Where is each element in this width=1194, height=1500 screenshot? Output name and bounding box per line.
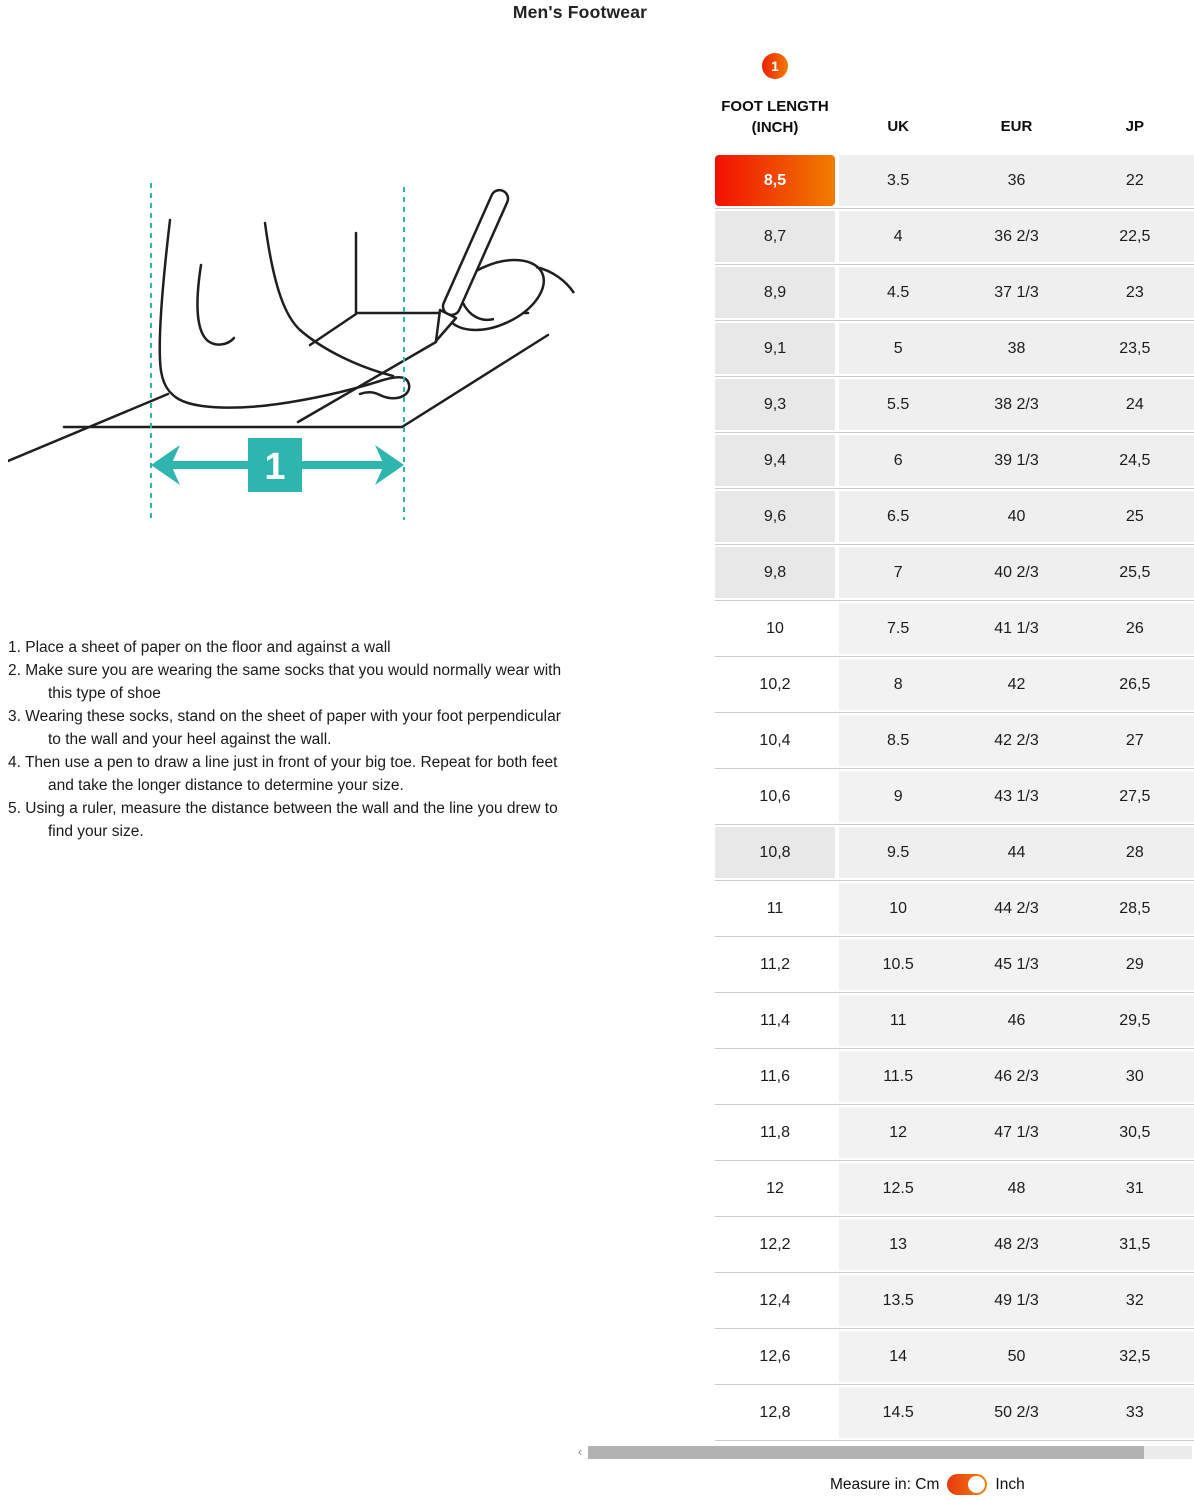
table-row[interactable] [715,1331,1194,1382]
row-separator [715,318,1194,323]
cell-units [839,1107,1194,1158]
row-separator [715,1438,1194,1443]
cell-foot-length[interactable]: 11 [715,883,835,934]
row-separator [715,486,1194,491]
table-row[interactable] [715,827,1194,878]
foot-length-line1: FOOT LENGTH [721,98,829,115]
row-separator [715,1326,1194,1331]
cell-eur: 48 [1007,1179,1026,1197]
cell-eur: 49 1/3 [994,1291,1039,1309]
cell-jp: 24,5 [1119,451,1151,469]
row-separator [715,654,1194,659]
instruction-text: Using a ruler, measure the distance between the wall and the line you drew to find your size. [25,800,558,840]
table-row[interactable] [715,1387,1194,1438]
cell-uk: 10.5 [882,955,914,973]
cell-jp: 23 [1125,283,1144,301]
cell-units [839,1051,1194,1102]
ankle-curve [197,265,234,345]
scrollbar-left-arrow-icon[interactable]: ‹ [577,1444,583,1459]
table-row[interactable] [715,603,1194,654]
row-separator [715,1270,1194,1275]
row-separator [715,822,1194,827]
cell-units [839,771,1194,822]
cell-eur: 38 [1007,339,1026,357]
cell-jp: 23,5 [1119,339,1151,357]
cell-eur: 48 2/3 [994,1235,1039,1253]
cell-foot-length[interactable]: 9,4 [715,435,835,486]
unit-toggle[interactable] [947,1474,987,1495]
cm-label: Cm [915,1475,940,1493]
table-row[interactable] [715,1051,1194,1102]
cell-uk: 5.5 [887,395,910,413]
column-header-foot-length [715,93,835,139]
cell-units [839,267,1194,318]
instruction-item [4,705,572,751]
column-header-eur: EUR [1000,118,1033,135]
row-separator [715,206,1194,211]
cell-uk: 14 [889,1347,908,1365]
cell-jp: 22 [1125,171,1144,189]
instruction-text: Make sure you are wearing the same socks that you would normally wear with this type of shoe [25,662,562,702]
column-header-uk: UK [887,118,909,135]
cell-eur: 36 [1007,171,1026,189]
cell-jp: 32 [1125,1291,1144,1309]
row-separator [715,1158,1194,1163]
row-separator [715,766,1194,771]
cell-foot-length[interactable]: 8,9 [715,267,835,318]
cell-eur: 43 1/3 [994,787,1039,805]
shin-line [265,223,393,376]
cell-jp: 29 [1125,955,1144,973]
cell-uk: 13.5 [882,1291,914,1309]
scrollbar-track[interactable] [588,1446,1192,1459]
cell-foot-length[interactable]: 8,5 [715,155,835,206]
cell-uk: 11.5 [883,1067,914,1085]
row-separator [715,990,1194,995]
cell-foot-length[interactable]: 12,2 [715,1219,835,1270]
cell-jp: 32,5 [1119,1347,1151,1365]
cell-jp: 30,5 [1119,1123,1151,1141]
cell-units [839,715,1194,766]
cell-uk: 6.5 [887,507,910,525]
cell-eur: 50 [1007,1347,1026,1365]
row-separator [715,542,1194,547]
cell-eur: 47 1/3 [994,1123,1039,1141]
cell-foot-length[interactable]: 12,6 [715,1331,835,1382]
table-row[interactable] [715,995,1194,1046]
cell-foot-length[interactable]: 9,8 [715,547,835,598]
cell-jp: 33 [1125,1403,1144,1421]
instruction-number: 2. [8,662,21,679]
cell-jp: 25 [1125,507,1144,525]
cell-uk: 7.5 [887,619,910,637]
cell-eur: 41 1/3 [994,619,1039,637]
table-row[interactable] [715,323,1194,374]
instruction-item [4,659,572,705]
cell-uk: 12.5 [882,1179,914,1197]
cell-eur: 46 [1007,1011,1026,1029]
cell-foot-length[interactable]: 8,7 [715,211,835,262]
cell-eur: 38 2/3 [994,395,1039,413]
cell-eur: 45 1/3 [994,955,1039,973]
cell-foot-length[interactable]: 10,2 [715,659,835,710]
table-row[interactable] [715,771,1194,822]
table-row[interactable] [715,267,1194,318]
cell-eur: 46 2/3 [994,1067,1039,1085]
table-row[interactable] [715,547,1194,598]
row-separator [715,1102,1194,1107]
instruction-item [4,636,572,659]
scrollbar-thumb[interactable] [588,1446,1144,1459]
cell-uk: 9 [893,787,903,805]
table-row[interactable] [715,883,1194,934]
cell-units [839,547,1194,598]
cell-eur: 44 2/3 [994,899,1039,917]
step-1-badge: 1 [762,53,788,79]
cell-uk: 10 [889,899,908,917]
table-row[interactable] [715,939,1194,990]
row-separator [715,1382,1194,1387]
table-header [715,93,1194,139]
measure-in-label: Measure in: Cm [830,1475,940,1493]
cell-units [839,211,1194,262]
instruction-number: 3. [8,708,21,725]
row-separator [715,878,1194,883]
cell-eur: 42 [1007,675,1026,693]
cell-jp: 25,5 [1119,563,1151,581]
cell-uk: 7 [893,563,903,581]
cell-units [839,491,1194,542]
cell-jp: 27 [1125,731,1144,749]
cell-foot-length[interactable]: 11,6 [715,1051,835,1102]
measure-unit-footer [830,1474,1025,1495]
cell-foot-length[interactable]: 10,8 [715,827,835,878]
table-row[interactable] [715,1275,1194,1326]
cell-eur: 42 2/3 [994,731,1039,749]
cell-foot-length[interactable]: 11,2 [715,939,835,990]
cell-eur: 37 1/3 [994,283,1039,301]
row-separator [715,1214,1194,1219]
cell-uk: 13 [889,1235,908,1253]
cell-foot-length[interactable]: 12,8 [715,1387,835,1438]
measure-label-number: 1 [264,446,286,488]
cell-uk: 4 [893,227,903,245]
cell-jp: 24 [1125,395,1144,413]
cell-units [839,1219,1194,1270]
instruction-item [4,797,572,843]
cell-uk: 14.5 [882,1403,914,1421]
cell-units [839,1163,1194,1214]
instruction-text: Then use a pen to draw a line just in front of your big toe. Repeat for both feet and take the longer distance to determine your size. [24,754,558,794]
table-row[interactable] [715,659,1194,710]
cell-units [839,323,1194,374]
cell-uk: 9.5 [887,843,910,861]
table-row[interactable] [715,715,1194,766]
table-rows [715,155,1194,1443]
row-separator [715,598,1194,603]
row-separator [715,934,1194,939]
table-row[interactable] [715,379,1194,430]
cell-eur: 40 2/3 [994,563,1039,581]
cell-jp: 31 [1125,1179,1144,1197]
drawn-line [298,342,436,422]
cell-foot-length[interactable]: 10,4 [715,715,835,766]
inch-label: Inch [995,1475,1025,1493]
cell-foot-length[interactable]: 10,6 [715,771,835,822]
cell-foot-length[interactable]: 9,1 [715,323,835,374]
cell-uk: 12 [889,1123,908,1141]
cell-jp: 26 [1125,619,1144,637]
cell-jp: 28 [1125,843,1144,861]
cell-foot-length[interactable]: 12,4 [715,1275,835,1326]
cell-foot-length[interactable]: 11,4 [715,995,835,1046]
table-row[interactable] [715,211,1194,262]
table-row[interactable] [715,1107,1194,1158]
instruction-number: 4. [8,754,21,771]
cell-jp: 31,5 [1119,1235,1151,1253]
cell-units [839,603,1194,654]
column-header-jp: JP [1125,118,1144,135]
cell-jp: 27,5 [1119,787,1151,805]
instruction-number: 1. [8,639,21,656]
cell-units [839,1331,1194,1382]
cell-uk: 11 [889,1011,907,1029]
foot-measurement-illustration [8,175,578,525]
cell-foot-length[interactable]: 12 [715,1163,835,1214]
cell-units [839,435,1194,486]
foot-length-line2: (INCH) [751,119,799,136]
cell-jp: 28,5 [1119,899,1151,917]
badge-row [715,53,1194,79]
cell-units [839,995,1194,1046]
cell-uk: 5 [893,339,903,357]
cell-units [839,1387,1194,1438]
table-row[interactable] [715,435,1194,486]
row-separator [715,262,1194,267]
cell-units [839,939,1194,990]
table-row[interactable] [715,1163,1194,1214]
instruction-text: Place a sheet of paper on the floor and against a wall [25,639,391,656]
cell-jp: 29,5 [1119,1011,1151,1029]
cell-uk: 3.5 [887,171,910,189]
cell-jp: 30 [1125,1067,1144,1085]
instructions-list [4,636,572,843]
table-row[interactable] [715,491,1194,542]
cell-foot-length[interactable]: 9,6 [715,491,835,542]
cell-uk: 6 [893,451,903,469]
cell-uk: 8 [893,675,903,693]
cell-uk: 4.5 [887,283,910,301]
cell-foot-length[interactable]: 11,8 [715,1107,835,1158]
table-row[interactable] [715,155,1194,206]
cell-units [839,659,1194,710]
instruction-text: Wearing these socks, stand on the sheet of paper with your foot perpendicular to the wall and your heel against the wall. [25,708,561,748]
cell-units [839,1275,1194,1326]
cell-eur: 39 1/3 [994,451,1039,469]
cell-jp: 26,5 [1119,675,1151,693]
horizontal-scrollbar [572,1446,1192,1459]
cell-units [839,883,1194,934]
row-separator [715,374,1194,379]
row-separator [715,1046,1194,1051]
cell-jp: 22,5 [1119,227,1151,245]
row-separator [715,430,1194,435]
table-row[interactable] [715,1219,1194,1270]
cell-units [839,155,1194,206]
page-title: Men's Footwear [512,2,648,22]
cell-eur: 40 [1007,507,1026,525]
unit-toggle-knob[interactable] [968,1476,985,1493]
size-conversion-table [715,48,1194,1443]
cell-eur: 50 2/3 [994,1403,1039,1421]
cell-foot-length[interactable]: 10 [715,603,835,654]
header-units [839,93,1194,139]
cell-units [839,827,1194,878]
row-separator [715,710,1194,715]
cell-eur: 44 [1007,843,1026,861]
cell-foot-length[interactable]: 9,3 [715,379,835,430]
cell-uk: 8.5 [887,731,910,749]
cell-units [839,379,1194,430]
instruction-item [4,751,572,797]
cell-eur: 36 2/3 [994,227,1039,245]
instruction-number: 5. [8,800,21,817]
